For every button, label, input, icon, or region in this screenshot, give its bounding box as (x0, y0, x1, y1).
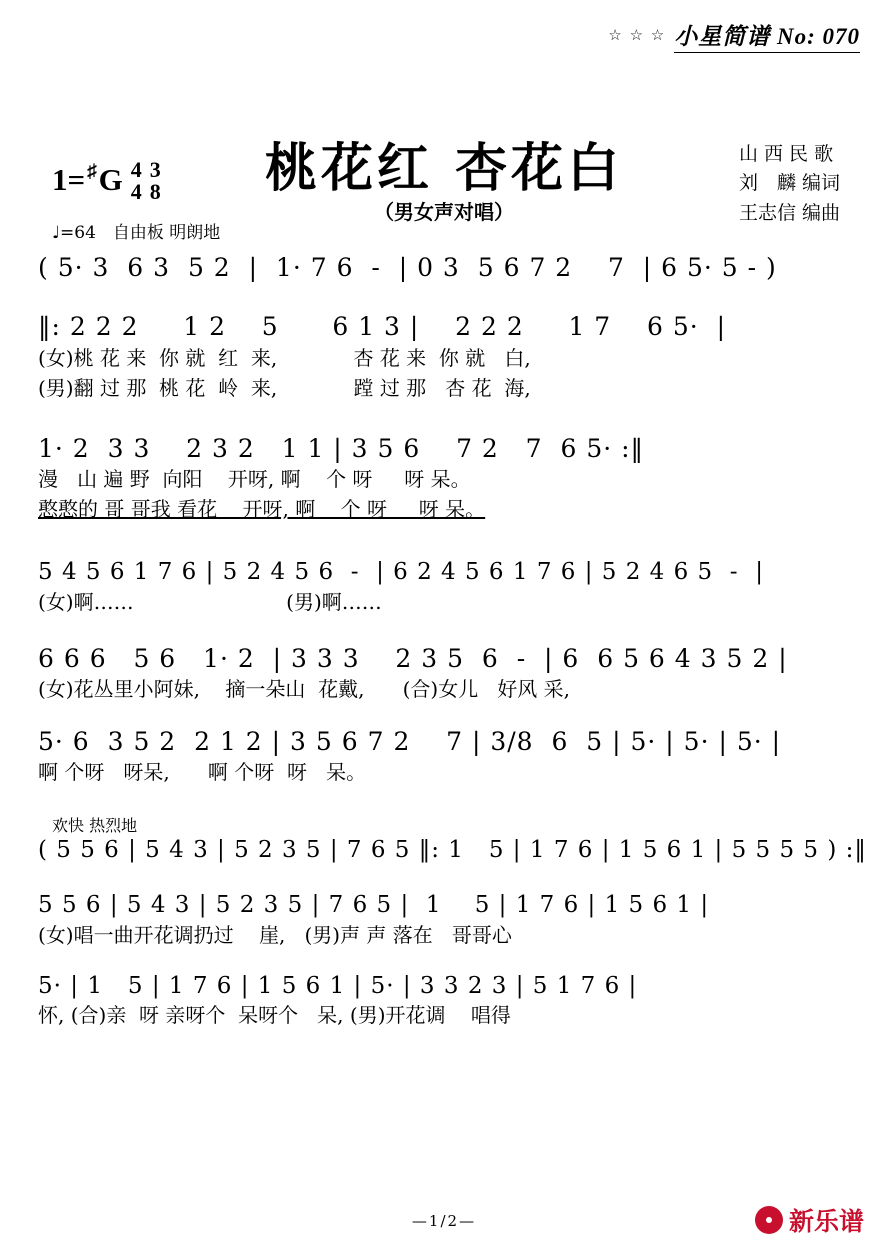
expression-marking: 欢快 热烈地 (52, 816, 138, 835)
page-subtitle: （男女声对唱） (374, 200, 514, 224)
system-4 (38, 558, 850, 617)
system-5 (38, 643, 850, 704)
lyric-line: 怀, (合)亲 呀 亲呀个 呆呀个 呆, (男)开花调 唱得 (38, 1003, 511, 1028)
credit-lyricist: 刘 麟 编词 (738, 172, 840, 195)
system-8 (38, 891, 850, 950)
title-block (0, 110, 888, 250)
score-body (0, 252, 888, 1030)
system-7 (38, 813, 867, 865)
logo-label: 新乐谱 (788, 1207, 864, 1236)
page-title: 桃花红 杏花白 (264, 138, 624, 199)
notation-line: ‖: 2 2 2 1 2 5 6 1 3 | 2 2 2 1 7 6 5· | (38, 312, 727, 342)
page-number: —1/2— (411, 1212, 477, 1230)
notation-line: 1· 2 3 3 2 3 2 1 1 | 3 5 6 7 2 7 6 5· :‖ (38, 433, 645, 463)
key-prefix: 1= (52, 162, 86, 197)
credit-origin: 山 西 民 歌 (738, 143, 834, 165)
notation-line: 5· 6 3 5 2 2 1 2 | 3 5 6 7 2 7 | 3/8 6 5 | 5· | 5· | 5· | (38, 726, 782, 756)
disc-icon (755, 1206, 783, 1234)
lyric-line: (女)花丛里小阿妹, 摘一朵山 花戴, (合)女儿 好风 采, (38, 676, 571, 701)
system-1 (38, 252, 850, 283)
stars-icon: ☆ ☆ ☆ (608, 28, 667, 44)
lyric-line-male: 憨憨的 哥 哥我 看花 开呀, 啊 个 呀 呀 呆。 (38, 496, 486, 521)
system-2 (38, 311, 850, 402)
key-accidental: ♯ (87, 161, 97, 182)
system-3 (38, 433, 850, 524)
meter-4-4: 4 4 (130, 157, 142, 204)
meter-3-8: 3 8 (149, 157, 161, 204)
lyric-line: (女)唱一曲开花调扔过 崖, (男)声 声 落在 哥哥心 (38, 922, 512, 947)
notation-line: ( 5 5 6 | 5 4 3 | 5 2 3 5 | 7 6 5 ‖: 1 5 | 1 7 6 | 1 5 6 1 | 5 5 5 5 ) :‖ (38, 837, 867, 863)
site-logo (755, 1202, 864, 1238)
key-letter: G (98, 162, 123, 197)
system-9 (38, 972, 850, 1031)
tempo-marking: ♩=64 自由板 明朗地 (52, 223, 221, 243)
notation-line: 5· | 1 5 | 1 7 6 | 1 5 6 1 | 5· | 3 3 2 3 | 5 1 7 6 | (38, 972, 638, 999)
brand-label: 小星简谱 No: 070 (674, 18, 860, 53)
notation-line: 5 5 6 | 5 4 3 | 5 2 3 5 | 7 6 5 | 1 5 | 1 7 6 | 1 5 6 1 | (38, 891, 710, 918)
notation-line: ( 5· 3 6 3 5 2 | 1· 7 6 - | 0 3 5 6 7 2 7 | 6 5· 5 - ) (38, 253, 777, 282)
notation-line: 6 6 6 5 6 1· 2 | 3 3 3 2 3 5 6 - | 6 6 5 6 4 3 5 2 | (38, 643, 788, 673)
page-header (608, 18, 860, 53)
lyric-line-vocalise: (女)啊…… (男)啊…… (38, 589, 382, 614)
lyric-line-female: 漫 山 遍 野 向阳 开呀, 啊 个 呀 呀 呆。 (38, 466, 471, 491)
lyric-line-female: (女)桃 花 来 你 就 红 来, 杏 花 来 你 就 白, (38, 345, 531, 370)
credits (739, 140, 840, 228)
lyric-line: 啊 个呀 呀呆, 啊 个呀 呀 呆。 (38, 760, 367, 784)
system-6 (38, 726, 850, 787)
credit-composer: 王志信 编曲 (738, 201, 840, 224)
notation-line: 5 4 5 6 1 7 6 | 5 2 4 5 6 - | 6 2 4 5 6 1 7 6 | 5 2 4 6 5 - | (38, 558, 764, 585)
lyric-line-male: (男)翻 过 那 桃 花 岭 来, 蹚 过 那 杏 花 海, (38, 375, 531, 400)
